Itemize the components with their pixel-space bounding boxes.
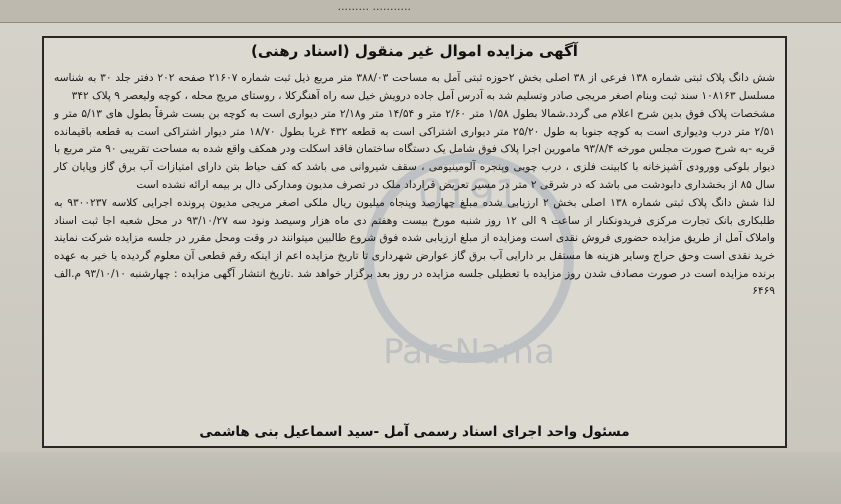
notice-body (54, 70, 775, 302)
page-bottom-edge (0, 452, 841, 504)
svg-text:0191: 0191 (418, 172, 520, 218)
previous-article-fragment: ......... ........... (337, 0, 411, 13)
notice-paragraph-auction: لذا شش دانگ پلاک ثبتی شماره ۱۳۸ اصلی بخش ۲ ارزیابی شده مبلغ چهارصد وپنجاه میلیون ریال ملکی اصغر مریجی مدیون پرونده اجرایی کلاسه ۹۳۰۰۲۳۷ به طلبکاری بانک تجارت مرکزی فریدونکنار از ساعت ۹ الی ۱۲ روز شنبه مورخ بیست وهفتم دی ماه هزار وسیصد ونود سه ۹۳/۱۰/۲۷ در محل شعبه اجا ثبت اسناد واملاک آمل از طریق مزایده حضوری فروش نقدی است ومزایده از مبلغ ارزیابی شده فوق شروع طالبین میتوانند در وقت ومحل مقرر در جلسه مزایده شرکت نمایند خرید نقدی است وحق حراج وسایر هزینه ها مستقل بر دارایی آب برق گاز عوارض شهرداری تا تاریخ مزایده اعم از اینکه رقم قطعی آن معلوم گردیده یا خیر به عهده برنده مزایده است در صورت مصادف شدن روز مزایده با تعطیلی جلسه مزایده در روز بعد برگزار خواهد شد .تاریخ انتشار آگهی مزایده : چهارشنبه ۹۳/۱۰/۱۰ م.الف ۶۴۶۹ (54, 197, 776, 298)
notice-signature: مسئول واحد اجرای اسناد رسمی آمل -سید اسماعیل بنی هاشمی (199, 424, 630, 440)
notice-paragraph-property: شش دانگ پلاک ثبتی شماره ۱۳۸ فرعی از ۳۸ اصلی بخش ۲حوزه ثبتی آمل به مساحت ۳۸۸/۰۳ متر مربع ذیل ثبت شماره ۲۱۶۰۷ صفحه ۲۰۲ دفتر جلد ۳۰ به شناسه مسلسل ۱۰۸۱۶۳ سند ثبت وبنام اصغر مریجی صادر وتسلیم شد به آدرس آمل جاده درویش خیل سه راه آهنگرکلا ، روستای مریج محله ، کوچه ولیعصر ۹ پلاک ۳۴۲ (54, 72, 775, 102)
notice-title: آگهی مزایده اموال غیر منقول (اسناد رهنی) (251, 42, 578, 60)
auction-notice (42, 36, 787, 448)
previous-article-strip (0, 0, 841, 23)
svg-text:ParsNama: ParsNama (383, 332, 555, 372)
notice-paragraph-specs: مشخصات پلاک فوق بدین شرح اعلام می گردد.شمالا بطول ۱/۵۸ متر ۲/۶۰ متر و ۱۴/۵۴ متر و۲/۱۸ متر دیواری است به کوچه بن بست شرقاً بطول های ۵/۱۳ متر و ۲/۵۱ متر درب ودیواری است به کوچه جنوبا به طول ۲۵/۲۰ متر دیواری اشتراکی است به قطعه ۴۳۲ غربا بطول ۱۸/۷۰ متر دیوار اشتراکی است به قطعه باقیمانده قریه -به شرح صورت مجلس مورخه ۹۳/۸/۴ مامورین اجرا پلاک فوق شامل یک دستگاه ساختمان فاقد اسکلت ودر همکف واقع شده به مساحت تقریبی ۹۰ متر مربع با دیوار بلوکی وورودی آشپزخانه با کابینت فلزی ، درب چوبی وپنجره آلومینیومی ، سقف شیروانی می باشد که کف حیاط بتن دارای امتیازات آب برق گاز وپایان کار سال ۸۵ از بخشداری دابودشت می باشد که در شرقی ۲ متر در مسیر تعریض قرارداد ملک در تصرف مدیون ومدارکی دال بر بیمه ارائه نشده است (54, 108, 776, 191)
